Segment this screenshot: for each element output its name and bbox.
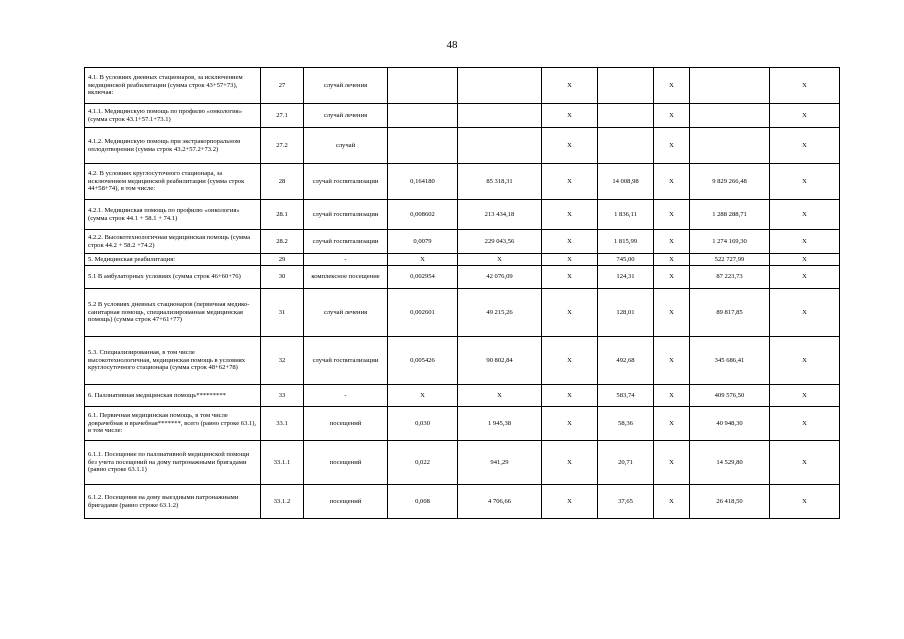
cost-cell: 941,29 xyxy=(458,441,542,485)
cost-cell: 85 318,31 xyxy=(458,164,542,200)
total-cell xyxy=(690,128,770,164)
rate-cell xyxy=(388,128,458,164)
line-number-cell: 28.2 xyxy=(261,230,304,254)
unit-cell: случай госпитализации xyxy=(304,230,388,254)
table-row xyxy=(85,385,840,407)
row-name-cell: 4.2.1. Медицинская помощь по профилю «онкология» (сумма строк 44.1 + 58.1 + 74.1) xyxy=(85,200,261,230)
row-name-cell: 4.2.2. Высокотехнологичная медицинская помощь (сумма строк 44.2 + 58.2 +74.2) xyxy=(85,230,261,254)
x-cell: X xyxy=(770,289,840,337)
x-cell: X xyxy=(542,68,598,104)
x-cell: X xyxy=(770,68,840,104)
total-cell: 14 529,80 xyxy=(690,441,770,485)
rate-cell: 0,008602 xyxy=(388,200,458,230)
total-cell: 87 223,73 xyxy=(690,266,770,289)
x-cell: X xyxy=(542,128,598,164)
x-cell: X xyxy=(770,200,840,230)
cost-cell: 1 945,38 xyxy=(458,407,542,441)
x-cell: X xyxy=(770,104,840,128)
per-capita-cell xyxy=(598,128,654,164)
line-number-cell: 27.1 xyxy=(261,104,304,128)
line-number-cell: 30 xyxy=(261,266,304,289)
rate-cell: 0,030 xyxy=(388,407,458,441)
x-cell: X xyxy=(654,441,690,485)
unit-cell: комплексное посещение xyxy=(304,266,388,289)
x-cell: X xyxy=(654,385,690,407)
x-cell: X xyxy=(542,289,598,337)
per-capita-cell: 745,00 xyxy=(598,254,654,266)
line-number-cell: 29 xyxy=(261,254,304,266)
row-name-cell: 4.2. В условиях круглосуточного стационара, за исключением медицинской реабилитации (сумма строк 44+58+74), в том числе: xyxy=(85,164,261,200)
line-number-cell: 28.1 xyxy=(261,200,304,230)
x-cell: X xyxy=(542,407,598,441)
unit-cell: случай госпитализации xyxy=(304,200,388,230)
x-cell: X xyxy=(542,164,598,200)
per-capita-cell: 37,65 xyxy=(598,485,654,519)
x-cell: X xyxy=(542,254,598,266)
line-number-cell: 33.1.1 xyxy=(261,441,304,485)
row-name-cell: 4.1.2. Медицинскую помощь при экстракорпоральном оплодотворении (сумма строк 43.2+57.2+73.2) xyxy=(85,128,261,164)
total-cell: 89 817,85 xyxy=(690,289,770,337)
row-name-cell: 5. Медицинская реабилитация: xyxy=(85,254,261,266)
line-number-cell: 31 xyxy=(261,289,304,337)
total-cell: 40 948,30 xyxy=(690,407,770,441)
x-cell: X xyxy=(542,441,598,485)
line-number-cell: 27.2 xyxy=(261,128,304,164)
x-cell: X xyxy=(654,254,690,266)
rate-cell: 0,022 xyxy=(388,441,458,485)
rate-cell: X xyxy=(388,385,458,407)
table-row xyxy=(85,68,840,104)
x-cell: X xyxy=(542,230,598,254)
unit-cell: случай госпитализации xyxy=(304,164,388,200)
x-cell: X xyxy=(654,485,690,519)
x-cell: X xyxy=(542,385,598,407)
x-cell: X xyxy=(542,266,598,289)
per-capita-cell: 1 815,99 xyxy=(598,230,654,254)
total-cell xyxy=(690,68,770,104)
x-cell: X xyxy=(770,337,840,385)
rate-cell: X xyxy=(388,254,458,266)
x-cell: X xyxy=(770,441,840,485)
per-capita-cell: 14 008,98 xyxy=(598,164,654,200)
cost-cell: 42 076,09 xyxy=(458,266,542,289)
x-cell: X xyxy=(770,407,840,441)
line-number-cell: 33 xyxy=(261,385,304,407)
page-number: 48 xyxy=(446,39,458,51)
cost-cell xyxy=(458,68,542,104)
table-row xyxy=(85,289,840,337)
rate-cell: 0,164180 xyxy=(388,164,458,200)
x-cell: X xyxy=(770,266,840,289)
per-capita-cell xyxy=(598,68,654,104)
table-row xyxy=(85,407,840,441)
x-cell: X xyxy=(654,164,690,200)
x-cell: X xyxy=(770,385,840,407)
per-capita-cell: 583,74 xyxy=(598,385,654,407)
total-cell xyxy=(690,104,770,128)
total-cell: 522 727,99 xyxy=(690,254,770,266)
unit-cell: случай лечения xyxy=(304,68,388,104)
line-number-cell: 27 xyxy=(261,68,304,104)
unit-cell: - xyxy=(304,385,388,407)
table-row xyxy=(85,254,840,266)
unit-cell: случай лечения xyxy=(304,104,388,128)
cost-cell: 4 706,66 xyxy=(458,485,542,519)
unit-cell: случай xyxy=(304,128,388,164)
row-name-cell: 6.1.2. Посещения на дому выездными патронажными бригадами (равно строке 63.1.2) xyxy=(85,485,261,519)
cost-cell: 229 043,56 xyxy=(458,230,542,254)
row-name-cell: 6.1.1. Посещение по паллиативной медицинской помощи без учета посещений на дому патронажными бригадами (равно строке 63.1.1) xyxy=(85,441,261,485)
table-row xyxy=(85,266,840,289)
cost-cell xyxy=(458,128,542,164)
table-row xyxy=(85,441,840,485)
table-row xyxy=(85,104,840,128)
x-cell: X xyxy=(654,128,690,164)
x-cell: X xyxy=(770,164,840,200)
total-cell: 345 686,41 xyxy=(690,337,770,385)
cost-cell: 213 434,18 xyxy=(458,200,542,230)
x-cell: X xyxy=(542,104,598,128)
unit-cell: посещений xyxy=(304,407,388,441)
rate-cell xyxy=(388,68,458,104)
financing-table xyxy=(84,67,840,519)
rate-cell: 0,005426 xyxy=(388,337,458,385)
cost-cell: 90 802,84 xyxy=(458,337,542,385)
per-capita-cell: 128,01 xyxy=(598,289,654,337)
x-cell: X xyxy=(654,289,690,337)
x-cell: X xyxy=(654,104,690,128)
cost-cell: X xyxy=(458,385,542,407)
row-name-cell: 4.1.1. Медицинскую помощь по профилю «онкология» (сумма строк 43.1+57.1+73.1) xyxy=(85,104,261,128)
unit-cell: случай лечения xyxy=(304,289,388,337)
table-row xyxy=(85,164,840,200)
rate-cell: 0,002954 xyxy=(388,266,458,289)
line-number-cell: 32 xyxy=(261,337,304,385)
x-cell: X xyxy=(654,337,690,385)
x-cell: X xyxy=(542,337,598,385)
rate-cell: 0,002601 xyxy=(388,289,458,337)
table-row xyxy=(85,485,840,519)
unit-cell: - xyxy=(304,254,388,266)
per-capita-cell: 492,68 xyxy=(598,337,654,385)
row-name-cell: 6.1. Первичная медицинская помощь, в том числе доврачебная и врачебная*******, всего (равно строке 63.1), в том числе: xyxy=(85,407,261,441)
row-name-cell: 6. Паллиативная медицинская помощь********* xyxy=(85,385,261,407)
x-cell: X xyxy=(654,266,690,289)
x-cell: X xyxy=(654,68,690,104)
cost-cell: X xyxy=(458,254,542,266)
x-cell: X xyxy=(770,128,840,164)
unit-cell: посещений xyxy=(304,485,388,519)
table-row xyxy=(85,230,840,254)
total-cell: 9 829 266,48 xyxy=(690,164,770,200)
unit-cell: случай госпитализации xyxy=(304,337,388,385)
total-cell: 1 288 288,71 xyxy=(690,200,770,230)
per-capita-cell: 20,71 xyxy=(598,441,654,485)
unit-cell: посещений xyxy=(304,441,388,485)
x-cell: X xyxy=(654,230,690,254)
cost-cell xyxy=(458,104,542,128)
per-capita-cell: 58,36 xyxy=(598,407,654,441)
table-row xyxy=(85,337,840,385)
per-capita-cell xyxy=(598,104,654,128)
x-cell: X xyxy=(542,200,598,230)
x-cell: X xyxy=(770,485,840,519)
table-row xyxy=(85,128,840,164)
row-name-cell: 5.3. Специализированная, в том числе высокотехнологичная, медицинская помощь в условиях круглосуточного стационара (сумма строк 48+62+78) xyxy=(85,337,261,385)
x-cell: X xyxy=(654,200,690,230)
rate-cell: 0,0079 xyxy=(388,230,458,254)
row-name-cell: 5.1 В амбулаторных условиях (сумма строк 46+60+76) xyxy=(85,266,261,289)
per-capita-cell: 124,31 xyxy=(598,266,654,289)
total-cell: 409 576,50 xyxy=(690,385,770,407)
rate-cell xyxy=(388,104,458,128)
per-capita-cell: 1 836,11 xyxy=(598,200,654,230)
line-number-cell: 28 xyxy=(261,164,304,200)
row-name-cell: 5.2 В условиях дневных стационаров (первичная медико-санитарная помощь, специализированная медицинская помощь) (сумма строк 47+61+77) xyxy=(85,289,261,337)
total-cell: 1 274 169,30 xyxy=(690,230,770,254)
x-cell: X xyxy=(770,254,840,266)
x-cell: X xyxy=(654,407,690,441)
x-cell: X xyxy=(542,485,598,519)
total-cell: 26 418,50 xyxy=(690,485,770,519)
rate-cell: 0,008 xyxy=(388,485,458,519)
cost-cell: 49 215,26 xyxy=(458,289,542,337)
line-number-cell: 33.1 xyxy=(261,407,304,441)
table-row xyxy=(85,200,840,230)
row-name-cell: 4.1. В условиях дневных стационаров, за исключением медицинской реабилитации (сумма строк 43+57+73), включая: xyxy=(85,68,261,104)
x-cell: X xyxy=(770,230,840,254)
line-number-cell: 33.1.2 xyxy=(261,485,304,519)
